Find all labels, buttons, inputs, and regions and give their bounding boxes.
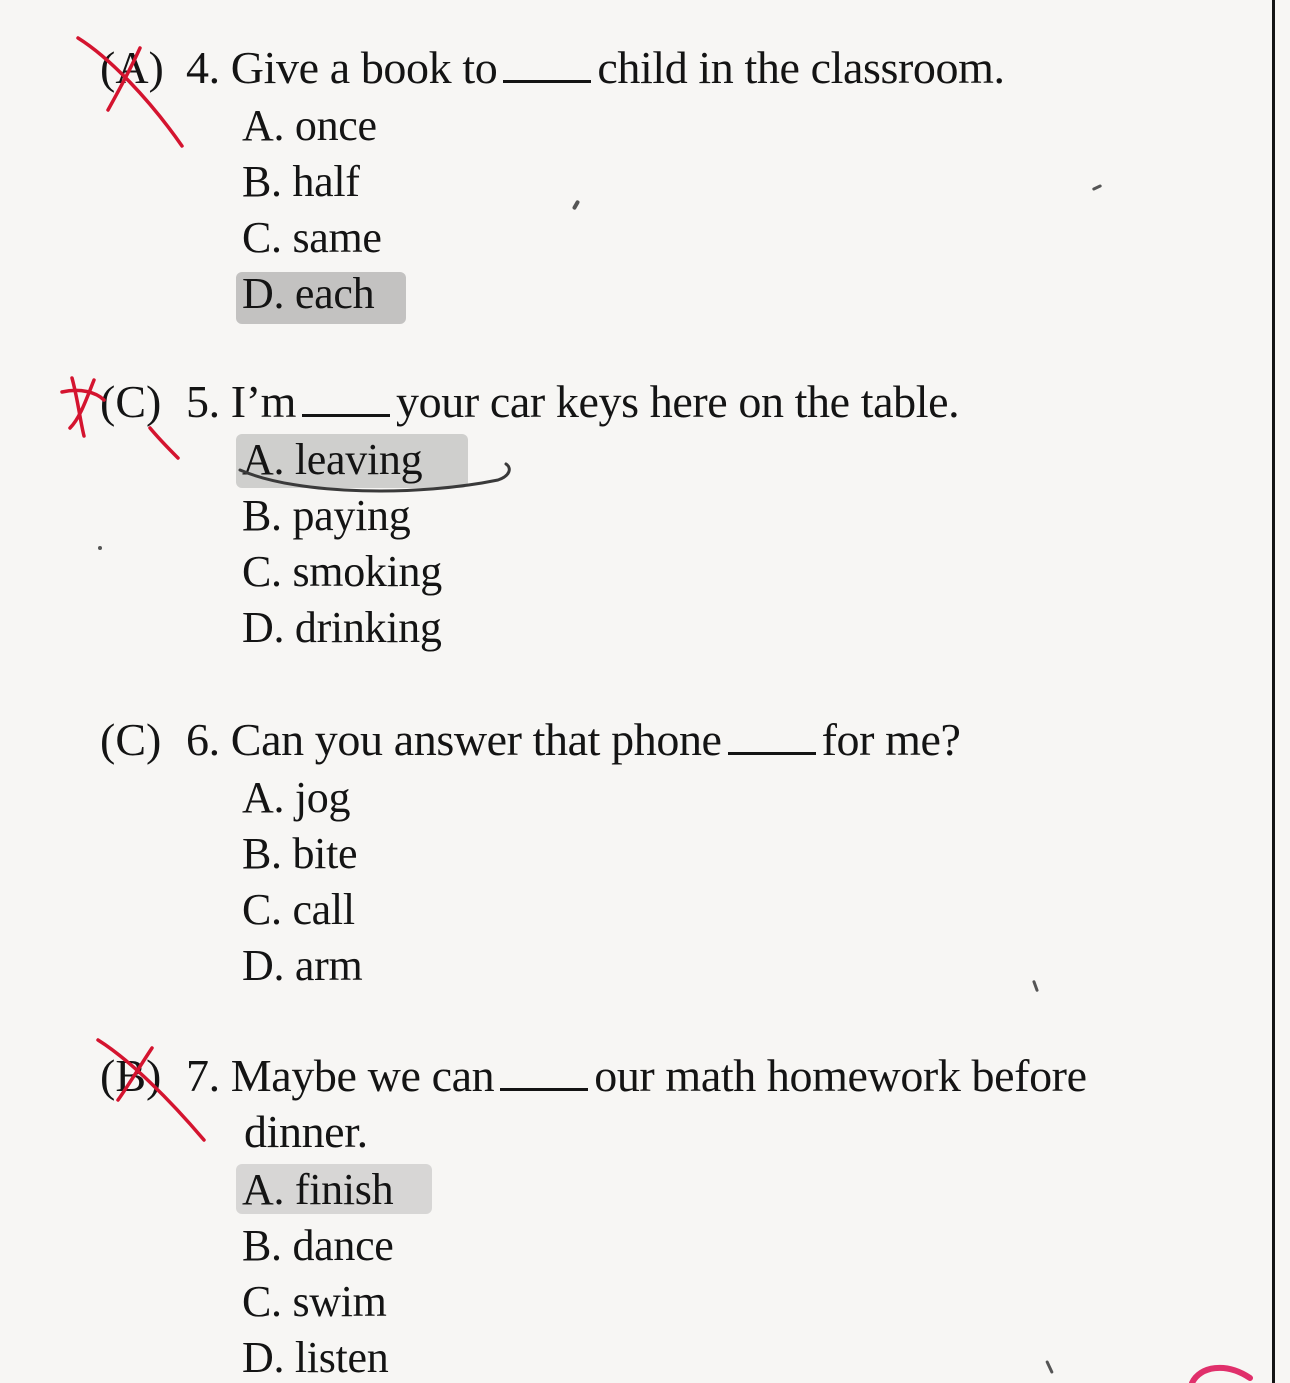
answer-blank xyxy=(500,1052,588,1091)
option-b: B. bite xyxy=(242,829,358,878)
paper-speck xyxy=(98,546,102,550)
pink-arc xyxy=(1192,1368,1250,1383)
question-stem xyxy=(186,712,961,768)
question-continuation: dinner. xyxy=(244,1106,368,1157)
mark-stroke xyxy=(150,428,178,458)
question-text: 7. Maybe we can xyxy=(186,1050,495,1101)
option-c: C. call xyxy=(242,885,355,934)
answer-blank xyxy=(503,44,591,83)
option-a: A. leaving xyxy=(242,435,423,484)
option-a: A. once xyxy=(242,101,377,150)
question-text-after-blank: child in the classroom. xyxy=(597,42,1005,93)
mark-stroke xyxy=(72,378,84,436)
answer-mark: (C) xyxy=(100,376,162,427)
paper-speck xyxy=(1045,1360,1054,1374)
option-d: D. drinking xyxy=(242,603,442,652)
option-c: C. same xyxy=(242,213,382,262)
answer-mark: (A) xyxy=(100,42,164,93)
paper-speck xyxy=(1092,184,1102,191)
answer-mark: (B) xyxy=(100,1050,162,1101)
question-stem xyxy=(186,40,1005,96)
question-text-after-blank: your car keys here on the table. xyxy=(396,376,960,427)
option-d: D. each xyxy=(242,269,375,318)
answer-blank xyxy=(728,716,816,755)
option-c: C. smoking xyxy=(242,547,442,596)
question-text: 6. Can you answer that phone xyxy=(186,714,722,765)
paper-speck xyxy=(1032,980,1039,992)
question-text-after-blank: for me? xyxy=(821,714,961,765)
mark-stroke xyxy=(70,380,94,428)
answer-mark: (C) xyxy=(100,714,162,765)
mark-stroke xyxy=(62,390,104,400)
option-b: B. half xyxy=(242,157,360,206)
paper-speck xyxy=(572,200,580,211)
answer-blank xyxy=(302,378,390,417)
question-text: 5. I’m xyxy=(186,376,297,427)
option-d: D. listen xyxy=(242,1333,389,1382)
page-border xyxy=(1272,0,1275,1383)
option-d: D. arm xyxy=(242,941,363,990)
question-stem xyxy=(186,374,959,430)
option-c: C. swim xyxy=(242,1277,387,1326)
option-b: B. paying xyxy=(242,491,411,540)
question-text-after-blank: our math homework before xyxy=(594,1050,1087,1101)
question-text: 4. Give a book to xyxy=(186,42,498,93)
option-a: A. finish xyxy=(242,1165,394,1214)
question-stem xyxy=(186,1048,1087,1104)
option-a: A. jog xyxy=(242,773,351,822)
option-b: B. dance xyxy=(242,1221,394,1270)
